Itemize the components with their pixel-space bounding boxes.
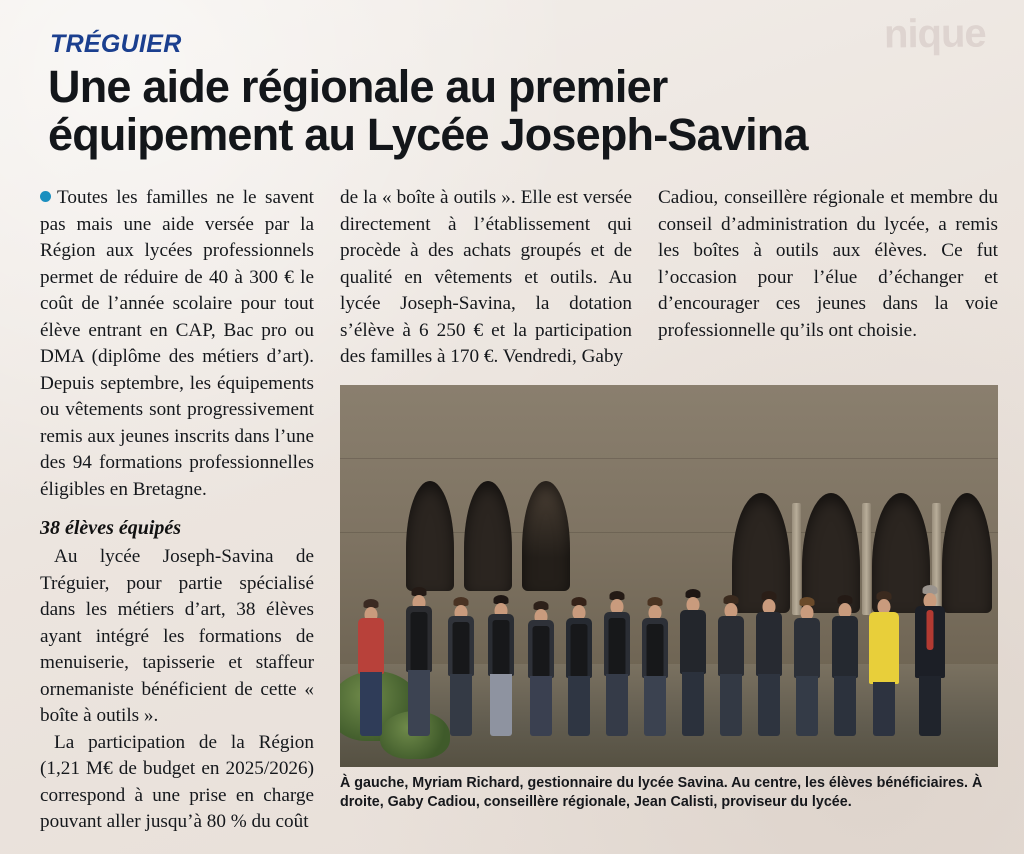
person-figure [676, 578, 710, 736]
person-figure [600, 580, 634, 736]
ghost-bleed-text: nique [884, 11, 987, 57]
column-1 [40, 185, 340, 836]
photo-block [340, 385, 983, 812]
bullet-icon [40, 191, 51, 202]
person-figure [402, 576, 436, 736]
person-figure [752, 580, 786, 736]
person-figure [354, 586, 388, 736]
person-figure [790, 586, 824, 736]
article-columns [40, 185, 998, 836]
person-figure-yellow-coat [866, 580, 902, 736]
person-figure [828, 584, 862, 736]
headline-line-2: équipement au Lycée Joseph-Savina [48, 109, 808, 161]
person-figure [444, 586, 478, 736]
photo-group-of-people [340, 522, 998, 736]
headline-line-1: Une aide régionale au premier [48, 61, 668, 112]
lead-paragraph [40, 185, 314, 503]
section-subhead: 38 élèves équipés [40, 517, 182, 540]
article-photo [340, 385, 998, 767]
col1-paragraph-3: La participation de la Région (1,21 M€ de budget en 2025/2026) correspond à une prise en charge pouvant aller jusqu’à 80 % du coût [40, 731, 314, 833]
article-kicker: TRÉGUIER [50, 30, 182, 58]
person-figure [638, 586, 672, 736]
col3-paragraph-1: Cadiou, conseillère régionale et membre du conseil d’administration du lycée, a remis les boîtes à outils aux élèves. Ce fut l’occasion pour l’élue d’échanger et d’encourager ces jeunes dans la voie professionnelle qu’ils ont choisie. [658, 187, 998, 341]
page-title [48, 63, 998, 159]
col1-paragraph-2: Au lycée Joseph-Savina de Tréguier, pour partie spécialisé dans les métiers d’art, 38 élèves ayant intégré les formations de menuiserie, tapisserie et staffeur ornemaniste bénéficient de cette « boîte à outils ». [40, 546, 314, 727]
photo-caption: À gauche, Myriam Richard, gestionnaire du lycée Savina. Au centre, les élèves bénéficiaires. À droite, Gaby Cadiou, conseillère régionale, Jean Calisti, proviseur du lycée. [340, 774, 983, 810]
lead-paragraph-text: Toutes les familles ne le savent pas mais une aide versée par la Région aux lycées professionnels permet de réduire de 40 à 300 € le coût de l’année scolaire pour tout élève entrant en CAP, Bac pro ou DMA (diplôme des métiers d’art). Depuis septembre, les équipements ou vêtements sont progressivement remis aux jeunes inscrits dans l’une des 94 formations professionnelles éligibles en Bretagne. [40, 187, 314, 500]
person-figure [524, 590, 558, 736]
person-figure [484, 584, 518, 736]
person-figure-suit [912, 574, 948, 736]
col2-paragraph-1: de la « boîte à outils ». Elle est versée directement à l’établissement qui procède à des achats groupés et de qualité en vêtements et outils. Au lycée Joseph-Savina, la dotation s’élève à 6 250 € et la participation des familles à 170 €. Vendredi, Gaby [340, 187, 632, 368]
person-figure [562, 586, 596, 736]
person-figure [714, 584, 748, 736]
